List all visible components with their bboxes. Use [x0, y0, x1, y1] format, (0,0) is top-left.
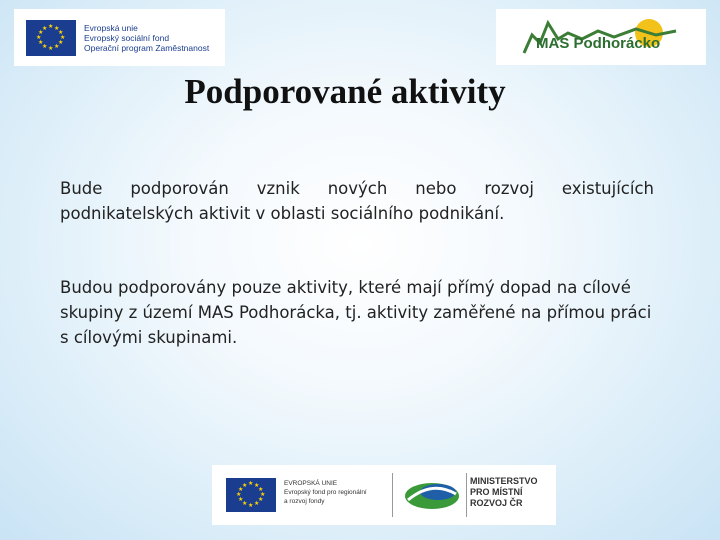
esf-line: Operační program Zaměstnanost: [84, 42, 210, 53]
ministry-line: ROZVOJ ČR: [470, 498, 523, 508]
ministry-line: PRO MÍSTNÍ: [470, 487, 523, 497]
paragraph-1: Bude podporován vznik nových nebo rozvoj existujících podnikatelských aktivit v oblasti sociálního podnikání.: [60, 179, 654, 223]
slide-title: Podporované aktivity: [184, 72, 506, 111]
esf-logo: [14, 9, 225, 66]
esf-line: Evropská unie: [84, 22, 138, 33]
logo-divider: [466, 473, 467, 517]
ministry-text: [470, 476, 538, 509]
esf-logo-text: [84, 23, 209, 53]
logo-divider: [392, 473, 393, 517]
eu-fund-line: EVROPSKÁ UNIE: [284, 480, 338, 487]
ministry-emblem-icon: [402, 476, 462, 516]
mas-podhoracko-logo: [496, 9, 706, 65]
eu-flag-icon: ★ ★ ★ ★ ★ ★ ★ ★ ★ ★ ★ ★: [226, 478, 276, 512]
bottom-logo-strip: [212, 465, 556, 525]
eu-fund-text: [284, 479, 367, 506]
ministry-line: MINISTERSTVO: [470, 476, 538, 486]
eu-fund-line: Evropský fond pro regionální: [284, 489, 367, 496]
esf-line: Evropský sociální fond: [84, 32, 170, 43]
mas-logo-name: MAS Podhorácko: [536, 35, 661, 52]
eu-flag-icon: ★ ★ ★ ★ ★ ★ ★ ★ ★ ★ ★ ★: [26, 20, 76, 56]
eu-fund-line: a rozvoj fondy: [284, 498, 325, 505]
paragraph-2: Budou podporovány pouze aktivity, které mají přímý dopad na cílové skupiny z území MAS Podhorácka, tj. aktivity zaměřené na přímou práci s cílovými skupinami.: [60, 278, 652, 347]
